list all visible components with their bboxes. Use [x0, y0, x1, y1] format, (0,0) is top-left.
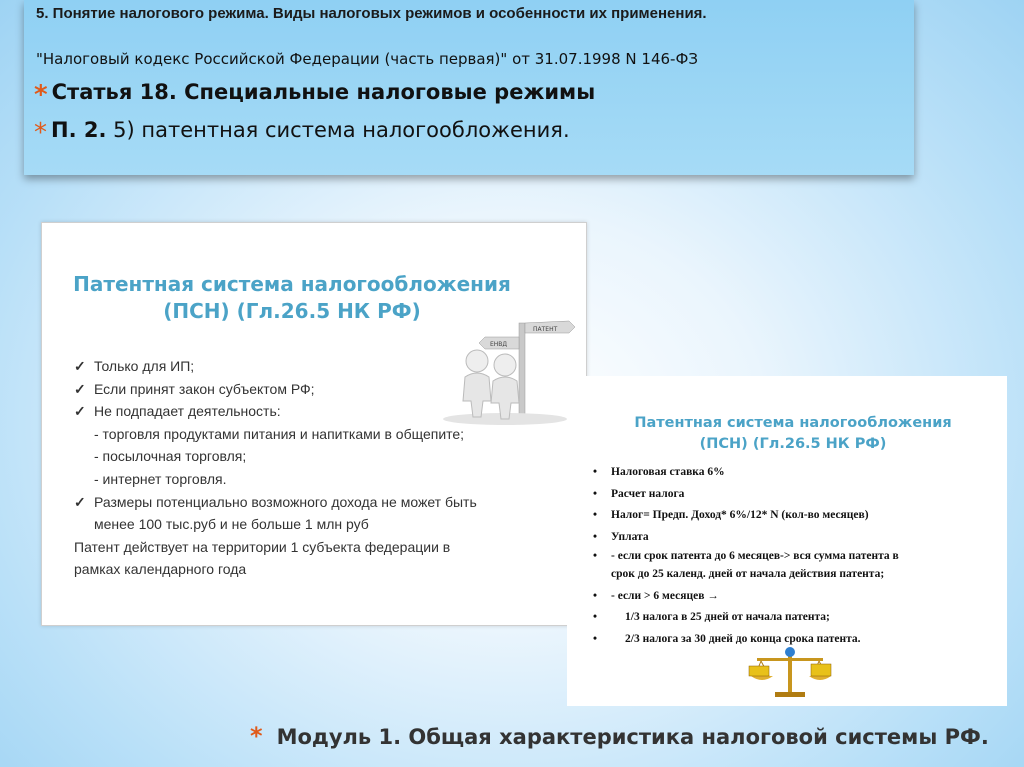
clause-bullet [34, 118, 570, 148]
checkmark-icon: ✓ [74, 493, 86, 510]
condition-text: Патент действует на территории 1 субъекта федерации в [74, 538, 451, 555]
payment-text: Уплата [611, 530, 649, 543]
footer-star-icon: * [250, 722, 263, 750]
payment-item [593, 484, 1003, 506]
payment-text: Налог= Предп. Доход* 6%/12* N (кол-во месяцев) [611, 509, 869, 521]
payment-text: Расчет налога [611, 487, 685, 500]
condition-text: Если принят закон субъектом РФ; [94, 380, 315, 397]
balance-scales-icon [745, 644, 835, 700]
psn-overview-slide [41, 222, 587, 626]
bullet-dot-icon: • [593, 611, 598, 623]
condition-text: менее 100 тыс.руб и не больше 1 млн руб [94, 516, 369, 533]
checkmark-icon: ✓ [74, 380, 86, 397]
checkmark-icon: ✓ [74, 358, 86, 374]
slide1-title-line2: (ПСН) (Гл.26.5 НК РФ) [163, 299, 421, 323]
bullet-dot-icon: • [593, 509, 598, 521]
signpost-figures-illustration [435, 317, 575, 427]
condition-text: рамках календарного года [74, 561, 247, 578]
payment-item [593, 527, 1003, 549]
payment-text: Налоговая ставка 6% [611, 466, 725, 478]
condition-item [74, 468, 554, 491]
condition-item [74, 558, 554, 581]
bullet-star-icon: * [34, 118, 47, 148]
condition-item [74, 536, 554, 559]
slide2-title [603, 413, 983, 455]
payment-text: 2/3 налога за 30 дней до конца срока патента. [625, 632, 861, 645]
condition-text: Не подпадает деятельность: [94, 403, 281, 420]
slide2-title-line2: (ПСН) (Гл.26.5 НК РФ) [699, 436, 887, 452]
condition-item [74, 513, 554, 536]
payment-item [593, 607, 1003, 629]
condition-text: - торговля продуктами питания и напитками в общепите; [94, 425, 465, 442]
sign-envd-label: ЕНВД [490, 341, 508, 348]
slide2-payment-list [593, 462, 1003, 650]
module-footer [250, 722, 989, 750]
payment-item [593, 505, 1003, 527]
payment-item [593, 564, 1003, 586]
tax-code-reference: "Налоговый кодекс Российской Федерации (часть первая)" от 31.07.1998 N 146-ФЗ [36, 50, 698, 68]
bullet-dot-icon: • [593, 487, 598, 500]
module-title: Модуль 1. Общая характеристика налоговой системы РФ. [276, 725, 989, 749]
clause-text: 5) патентная система налогообложения. [113, 118, 570, 142]
payment-text: - если срок патента до 6 месяцев-> вся сумма патента в [611, 550, 899, 562]
article-bullet-text: Статья 18. Специальные налоговые режимы [51, 80, 596, 104]
payment-item [593, 586, 1003, 608]
payment-item [593, 548, 1003, 564]
condition-item [74, 491, 554, 514]
condition-text: - интернет торговля. [94, 470, 227, 487]
payment-text: - если > 6 месяцев → [611, 589, 719, 602]
bullet-dot-icon: • [593, 632, 598, 645]
payment-item [593, 462, 1003, 484]
bullet-dot-icon: • [593, 530, 598, 543]
title-banner [24, 0, 914, 175]
slide2-title-line1: Патентная система налогообложения [634, 415, 952, 431]
condition-text: Только для ИП; [94, 358, 195, 374]
payment-text: 1/3 налога в 25 дней от начала патента; [625, 611, 830, 623]
slide-topic-heading: 5. Понятие налогового режима. Виды налоговых режимов и особенности их применения. [36, 5, 707, 22]
bullet-dot-icon: • [593, 466, 598, 478]
psn-calculation-slide [567, 376, 1007, 706]
article-bullet [34, 80, 595, 110]
bullet-dot-icon: • [593, 589, 598, 602]
slide1-title-line1: Патентная система налогообложения [73, 272, 511, 296]
condition-text: Размеры потенциально возможного дохода не может быть [94, 493, 477, 510]
sign-patent-label: ПАТЕНТ [533, 326, 558, 333]
condition-item [74, 445, 554, 468]
clause-number: П. 2. [51, 118, 107, 142]
checkmark-icon: ✓ [74, 403, 86, 420]
bullet-star-icon: * [34, 80, 48, 110]
payment-text: срок до 25 календ. дней от начала действия патента; [611, 568, 885, 580]
condition-text: - посылочная торговля; [94, 448, 247, 465]
bullet-dot-icon: • [593, 550, 598, 562]
